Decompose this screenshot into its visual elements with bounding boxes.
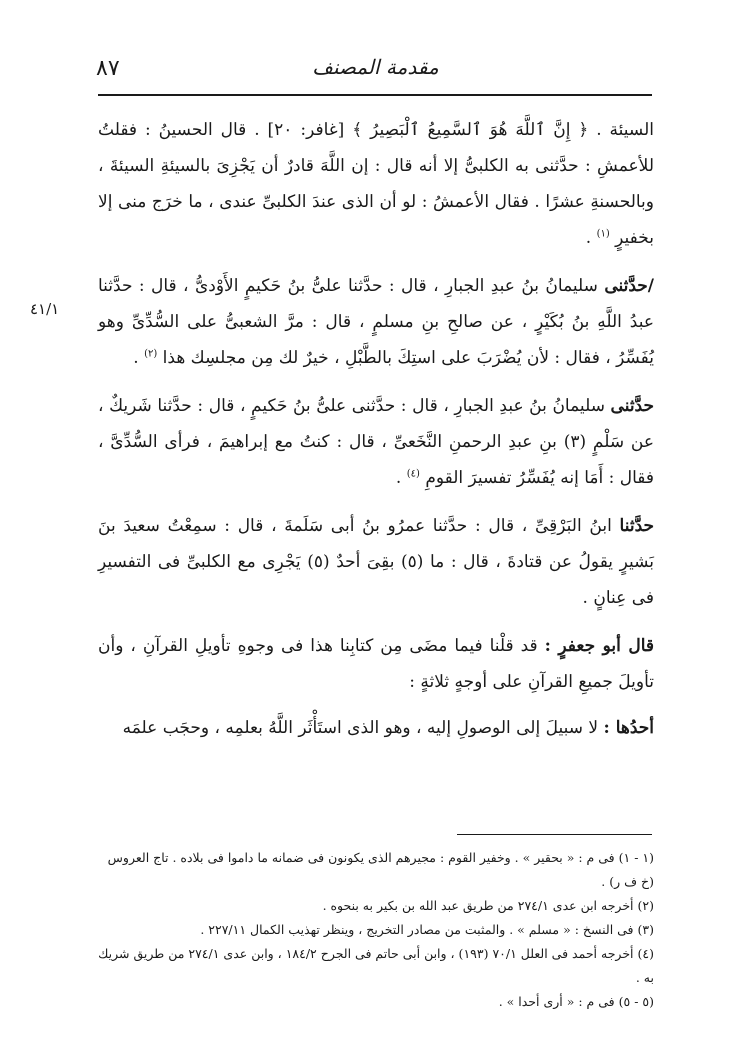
paragraph-text: قد قلْنا فيما مضَى مِن كتابِنا هذا فى وجوهِ تأويلِ القرآنِ ، وأن تأويلَ جميعِ القرآنِ على أوجهٍ ثلاثةٍ : bbox=[98, 636, 654, 692]
paragraph-lead: حدَّثنى bbox=[610, 396, 654, 416]
footnote: (٤) أخرجه أحمد فى العلل ٧٠/١ (١٩٣) ، وابن أبى حاتم فى الجرح ١٨٤/٢ ، وابن عدى ٢٧٤/١ من طريق شريك به . bbox=[98, 946, 654, 985]
paragraph-text: سليمانُ بنُ عبدِ الجبارِ ، قال : حدَّثنا علىُّ بنُ حَكيمٍ الأَوْدىُّ ، قال : حدَّثنا عبدُ اللَّهِ بنُ بُكَيْرٍ ، عن صالحِ بنِ مسلمٍ ، قال : مرَّ الشعبىُّ على السُّدِّىِّ وهو يُفَسِّرُ ، فقال : لأن يُضْرَبَ على استِكَ بالطَّبْلِ ، خيرٌ لك مِن مجلسِك هذا bbox=[98, 276, 654, 368]
footnote-rule bbox=[457, 834, 652, 835]
paragraph-text: السيئة . ﴿ إِنَّ ٱللَّهَ هُوَ ٱلسَّمِيعُ ٱلْبَصِيرُ ﴾ [غافر: ٢٠] . قال الحسينُ : فقلتُ للأعمشِ : حدَّثنى به الكلبىُّ إلا أنه قال : إن اللَّهَ قادرٌ أن يَجْزِىَ بالسيئةِ السيئةَ ، وبالحسنةِ عشرًا . فقال الأعمشُ : لو أن الذى عندَ الكلبىِّ عندى ، ما خرَج منى إلا بخفيرٍ bbox=[98, 120, 654, 248]
paragraph-lead: حدَّثنا bbox=[619, 516, 655, 536]
footnote-mark: (١) bbox=[596, 228, 610, 240]
paragraph bbox=[98, 628, 654, 700]
header-rule bbox=[98, 94, 652, 96]
paragraph-lead: أحدُها : bbox=[603, 718, 654, 738]
body-text bbox=[98, 112, 654, 758]
paragraph-text: ابنُ البَرْقِىِّ ، قال : حدَّثنا عمرُو بنُ أبى سَلَمةَ ، قال : سمِعْتُ سعيدَ بنَ بَشيرٍ يقولُ عن قتادةَ ، قال : ما (٥) بقِىَ أحدٌ (٥) يَجْرِى مع الكلبىِّ فى التفسيرِ فى عِنانٍ . bbox=[98, 516, 654, 608]
footnotes bbox=[98, 846, 654, 1014]
paragraph bbox=[98, 710, 654, 746]
margin-reference: ٤١/١ bbox=[30, 300, 60, 318]
footnote-mark: (٤) bbox=[406, 468, 420, 480]
paragraph-lead: /حدَّثنى bbox=[604, 276, 654, 296]
paragraph-text: سليمانُ بنُ عبدِ الجبارِ ، قال : حدَّثنى علىُّ بنُ حَكيمٍ ، قال : حدَّثنا شَريكٌ ، عن سَلْمٍ (٣) بنِ عبدِ الرحمنِ النَّخَعىِّ ، قال : كنتُ مع إبراهيمَ ، فرأى السُّدِّىَّ ، فقال : أَمَا إنه يُفَسِّرُ تفسيرَ القومِ bbox=[98, 396, 655, 488]
paragraph-text: لا سبيلَ إلى الوصولِ إليه ، وهو الذى استَأْثَر اللَّهُ بعلمِه ، وحجَب علمَه bbox=[122, 718, 599, 738]
paragraph bbox=[98, 508, 654, 616]
paragraph: /حدَّثنى سليمانُ بنُ عبدِ الجبارِ ، قال : حدَّثنا علىُّ بنُ حَكيمٍ الأَوْدىُّ ، قال : حدَّثنا عبدُ اللَّهِ بنُ بُكَيْرٍ ، عن صالحِ بنِ مسلمٍ ، قال : مرَّ الشعبىُّ على السُّدِّىِّ وهو يُفَسِّرُ ، فقال : لأن يُضْرَبَ على استِكَ بالطَّبْلِ ، خيرٌ لك مِن مجلسِك هذا $^{(٢)}$ . bbox=[98, 276, 654, 368]
paragraph: السيئة . ﴿ إِنَّ ٱللَّهَ هُوَ ٱلسَّمِيعُ ٱلْبَصِيرُ ﴾ [غافر: ٢٠] . قال الحسينُ : فقلتُ للأعمشِ : حدَّثنى به الكلبىُّ إلا أنه قال : إن اللَّهَ قادرٌ أن يَجْزِىَ بالسيئةِ السيئةَ ، وبالحسنةِ عشرًا . فقال الأعمشُ : لو أن الذى عندَ الكلبىِّ عندى ، ما خرَج منى إلا بخفيرٍ $^{(١)}$ . bbox=[98, 120, 654, 248]
footnote: (١ - ١) فى م : « بحقير » . وخفير القوم : مجيرهم الذى يكونون فى ضمانه ما داموا فى بلاده . تاج العروس (خ ف ر) . bbox=[107, 850, 654, 889]
footnote-mark: (٢) bbox=[144, 348, 158, 360]
page-number: ٨٧ bbox=[96, 56, 120, 81]
paragraph: حدَّثنى سليمانُ بنُ عبدِ الجبارِ ، قال : حدَّثنى علىُّ بنُ حَكيمٍ ، قال : حدَّثنا شَريكٌ ، عن سَلْمٍ (٣) بنِ عبدِ الرحمنِ النَّخَعىِّ ، قال : كنتُ مع إبراهيمَ ، فرأى السُّدِّىَّ ، فقال : أَمَا إنه يُفَسِّرُ تفسيرَ القومِ $^{(٤)}$ . bbox=[98, 396, 655, 488]
footnote: (٥ - ٥) فى م : « أرى أحدا » . bbox=[498, 994, 654, 1009]
running-title: مقدمة المصنف bbox=[312, 55, 439, 79]
footnote: (٣) فى النسخ : « مسلم » . والمثبت من مصادر التخريج ، وينظر تهذيب الكمال ٢٢٧/١١ . bbox=[200, 922, 654, 937]
footnote: (٢) أخرجه ابن عدى ٢٧٤/١ من طريق عبد الله بن بكير به بنحوه . bbox=[322, 898, 654, 913]
paragraph-lead: قال أبو جعفرٍ : bbox=[544, 636, 654, 656]
